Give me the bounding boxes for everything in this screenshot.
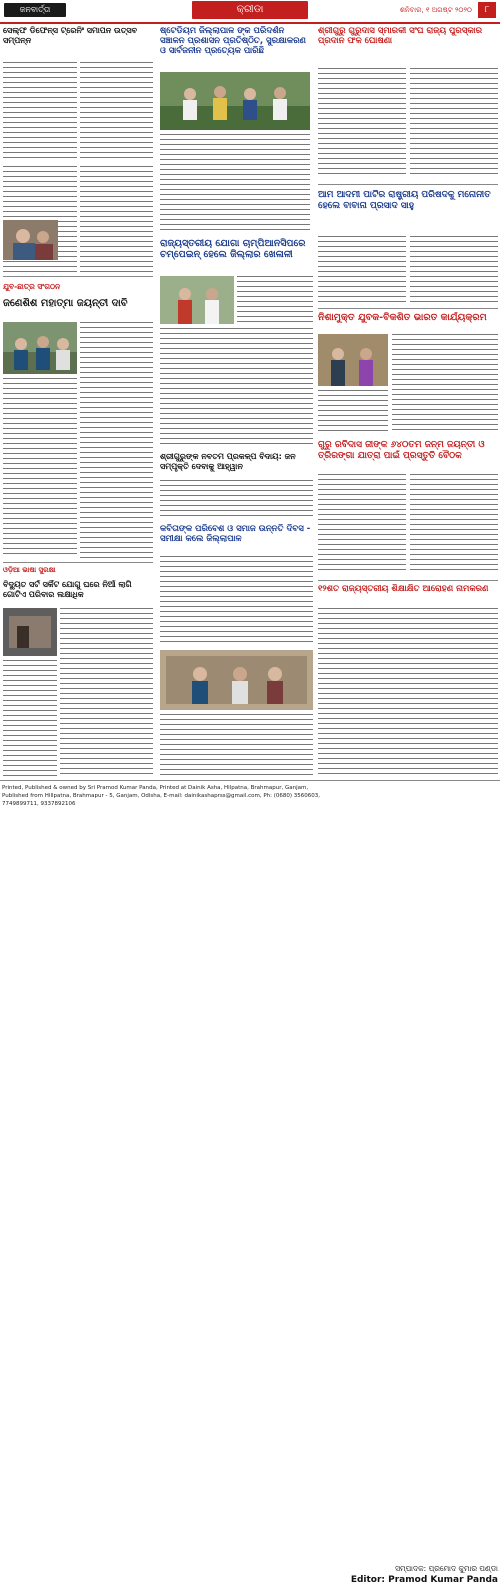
article-body <box>160 714 313 776</box>
headline-banner-mid: ରାଜ୍ୟସ୍ତରୀୟ ଯୋଗା ଚାମ୍ପିଆନସିପରେ ଚମ୍ପେଇନ୍ ହେଲେ ଜିଲ୍ଲାର ଖେଳାଳୀ <box>160 238 306 261</box>
article-body <box>3 62 77 162</box>
headline-center-top: ଷ୍ଟେଡିୟମ ଜିଲ୍ଲାପାଳ ଙ୍କ ପରିଦର୍ଶନ ସଞ୍ଚାଳନ ପ୍ରଶାସନ ପ୍ରତିଷ୍ଠିତ, ସୁରକ୍ଷାକରଣ ଓ ସାର୍ବଜନୀନ ପ୍ରତ୍ୟେକ ପାରିଛି <box>160 26 306 57</box>
divider <box>318 184 498 185</box>
headline-right-bottom: ୧୨ଶତ ରାଜ୍ୟସ୍ତରୀୟ ଶିକ୍ଷାକ୍ଷିତ ଆରୋହଣ ନାମକରଣ <box>318 584 489 594</box>
date-line: ଶନିବାର, ୧ ଅଗଷ୍ଟ ୨୦୨୦ <box>399 6 472 14</box>
article-body <box>318 390 388 434</box>
photo-graphic <box>160 72 310 130</box>
news-photo <box>3 608 57 656</box>
page-header <box>0 0 500 24</box>
article-body <box>410 68 498 178</box>
news-photo <box>160 72 310 130</box>
article-body <box>410 236 498 304</box>
imprint-line: Printed, Published & owned by Sri Pramod Kumar Panda, Printed at Dainik Asha, Hilpatna, Brahmapur, Ganjam, Published from Hillpatna, Brahmapur - 5, Ganjam, Odisha, E-mail: dainikashaprss@gmail.com, Ph: (0680) 3560603, 7749899711, 9337892106 <box>2 785 321 807</box>
article-body <box>318 474 406 574</box>
headline-left-bottom: ବିଦ୍ୟୁତ ସର୍ଟ ସର୍କିଟ ଯୋଗୁ ଘରେ ନିଆଁ ଲାଗି ଗୋଟିଏ ପରିବାର ଲକ୍ଷାଧିକ <box>3 580 132 599</box>
article-body <box>80 166 153 272</box>
headline-sidebar-right: ଆମ ଆଦମୀ ପାର୍ଟିର ରାଷ୍ଟ୍ରୀୟ ପରିଷଦକୁ ମନୋନୀତ ହେଲେ ବାବାନା ପ୍ରସାଦ ସାହୁ <box>318 190 491 211</box>
headline-center-low: ଶ୍ରୀଗୁରୁଙ୍କ ନବତମ ପ୍ରକଳ୍ପ ବିଦାୟ: ଜନ ସମ୍ପୃକ୍ତି ଦେବାକୁ ଆହ୍ୱାନ <box>160 452 296 471</box>
article-body <box>80 62 153 162</box>
news-photo <box>3 220 58 260</box>
article-body <box>237 276 313 324</box>
headline-left-mid: ଜଣେଶିଶ ମହାତ୍ମା ଜୟନ୍ତୀ ଦାବି <box>3 298 128 309</box>
divider <box>318 308 498 309</box>
photo-graphic <box>318 334 388 386</box>
article-body <box>318 608 498 776</box>
article-body <box>160 328 313 448</box>
headline-right-low: ଗୁରୁ ରବିଦାସ ଜୀଙ୍କ ୬୪୦ତମ ଜନ୍ମ ଜୟନ୍ତୀ ଓ ତ୍ରିରଙ୍ଗା ଯାତ୍ରା ପାଇଁ ପ୍ରସ୍ତୁତି ବୈଠକ <box>318 440 485 461</box>
photo-graphic <box>160 276 234 324</box>
footer <box>0 780 500 1585</box>
tag-left-mid: ଯୁବ-ଛାତ୍ର ସଂଗଠନ <box>3 282 61 291</box>
photo-graphic <box>160 650 313 710</box>
masthead: ଜନବାର୍ତ୍ତା <box>4 3 66 17</box>
divider <box>3 276 153 277</box>
photo-graphic <box>3 220 58 260</box>
editor-label: ସମ୍ପାଦକ: ପ୍ରମୋଦ କୁମାର ପଣ୍ଡା <box>395 1564 498 1573</box>
editor-name: Editor: Pramod Kumar Panda <box>350 1575 498 1585</box>
article-body <box>318 236 406 304</box>
divider <box>3 562 153 563</box>
divider <box>318 580 498 581</box>
article-body <box>160 134 310 234</box>
article-body <box>392 334 498 434</box>
headline-right-mid: ନିଶାମୁକ୍ତ ଯୁବକ-ବିକଶିତ ଭାରତ କାର୍ଯ୍ୟକ୍ରମ <box>318 312 487 323</box>
news-photo <box>160 650 313 710</box>
article-body <box>318 68 406 178</box>
tag-left-bottom: ଓଡ଼ିଆ ଭାଷା ସୁରକ୍ଷା <box>3 566 56 574</box>
page-number: ୮ <box>478 2 496 18</box>
editor-credit <box>330 1563 498 1585</box>
section-title: କ୍ରୀଡା <box>192 1 308 19</box>
article-body <box>160 556 313 646</box>
photo-graphic <box>3 322 77 374</box>
headline-right-top: ଶ୍ରୀଗୁରୁ ଗୁରୁଦାସ ସ୍ମାରକୀ ସଂଘ ରାଜ୍ୟ ପୁରସ୍କାର ପ୍ରଦାନ ଫଳ ଘୋଷଣା <box>318 26 483 47</box>
article-body <box>80 322 153 558</box>
article-body <box>410 474 498 574</box>
article-body <box>160 480 313 520</box>
news-photo <box>3 322 77 374</box>
news-photo <box>160 276 234 324</box>
headline-left-top: ସେଲ୍‌ଫ ଡିଫେନ୍ସ ଟ୍ରେନିଂ ସମାପନ ଉତ୍ସବ ସମ୍ପନ୍ନ <box>3 26 138 45</box>
news-photo <box>318 334 388 386</box>
photo-graphic <box>3 608 57 656</box>
article-body <box>3 660 57 776</box>
headline-center-bottom: କବିତାଙ୍କ ପରିବେଶ ଓ ସମାଜ ଉନ୍ନତି ଦିବସ - ସମୀକ୍ଷା କଲେ ଜିଲ୍ଲାପାଳ <box>160 524 311 545</box>
article-body <box>60 608 153 776</box>
article-body <box>3 378 77 558</box>
